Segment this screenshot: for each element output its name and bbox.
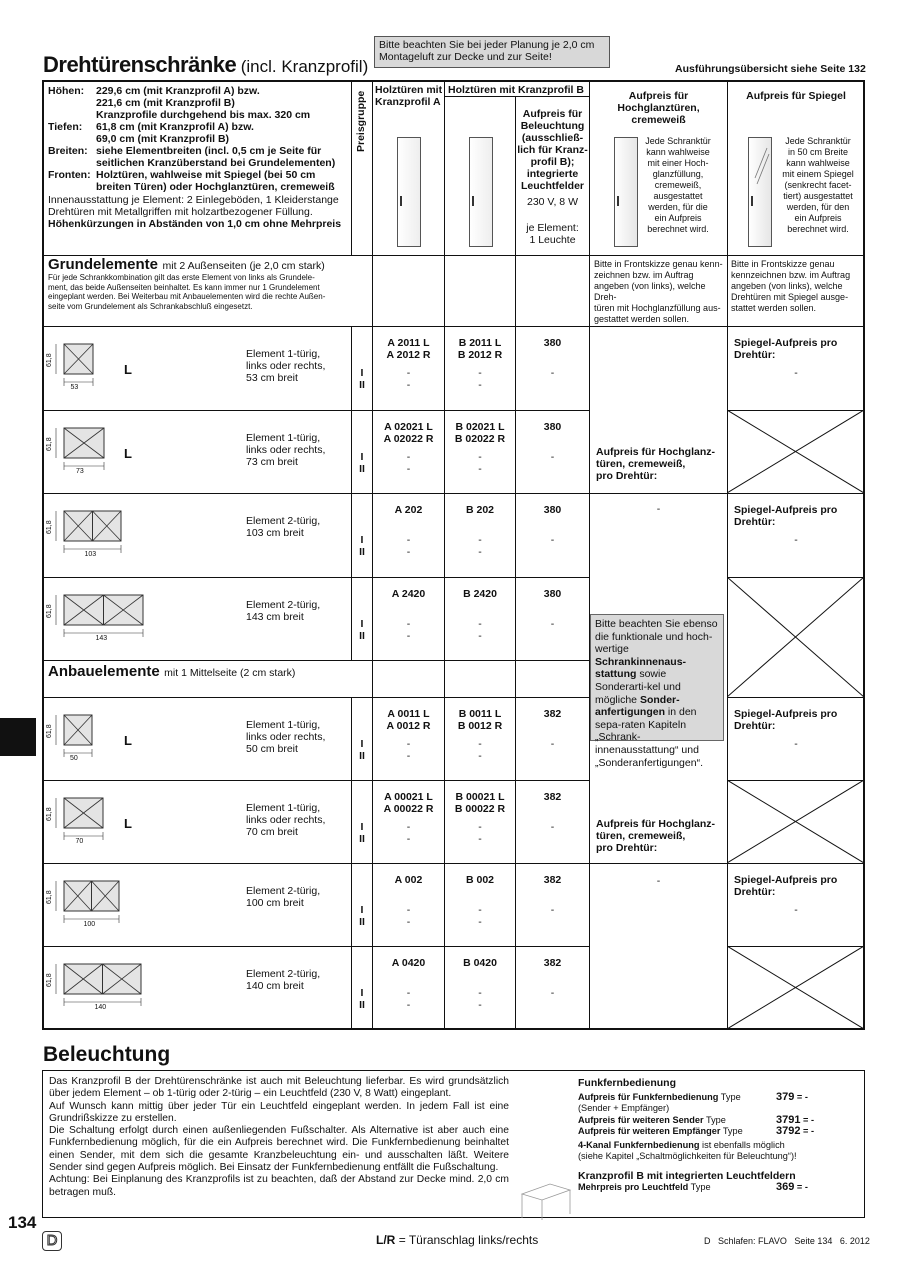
light-type: 380: [543, 337, 562, 349]
type-b: B 2011 L B 2012 R: [457, 337, 503, 361]
divider: [43, 410, 589, 411]
type-a: A 00021 L A 00022 R: [383, 791, 434, 815]
funk-block: Funkfernbedienung Aufpreis für Funkfernbedienung Type 379 = - (Sender + Empfänger) Aufpreis für weiteren Sender Type 3791 = - Aufpreis für weiteren Empfänger Type 3792 = - 4-Kanal Funkfernbedienung ist ebenfalls möglich (siehe Kapitel „Schaltmöglichkeiten für Beleuchtung“)! Kranzprofil B mit integrierten Leuchtfeldern Mehrpreis pro Leuchtfeld Type 369 = -: [578, 1077, 815, 1193]
spec-row: Höhen: 229,6 cm (mit Kranzprofil A) bzw. 221,6 cm (mit Kranzprofil B) Kranzprofile durchgehend bis max. 320 cm: [48, 85, 311, 121]
price-b: - -: [478, 821, 482, 845]
type-a: A 0011 L A 0012 R: [386, 708, 431, 732]
price-a: - -: [406, 987, 411, 1011]
inner-equipment: Innenausstattung je Element: 2 Einlegeböden, 1 Kleiderstange Drehtüren mit Metallgriffen mit holzartbezogener Füllung.: [48, 194, 339, 218]
price-a: - -: [406, 534, 411, 558]
light-type: 380: [543, 588, 562, 600]
type-a: A 2011 L A 2012 R: [386, 337, 431, 361]
price-b: - -: [478, 367, 482, 391]
divider: [43, 780, 589, 781]
element-desc: Element 1-türig, links oder rechts, 70 cm breit: [246, 802, 326, 838]
element-sketch: [46, 794, 125, 864]
width-dimension: 100: [83, 921, 96, 928]
spiegel-header: Aufpreis für Spiegel: [746, 90, 846, 102]
specs-block: [48, 85, 348, 230]
chapter-tab: [0, 718, 36, 756]
element-desc: Element 2-türig, 100 cm breit: [246, 885, 321, 909]
element-sketch: [46, 960, 163, 1030]
element-desc: Element 2-türig, 140 cm breit: [246, 968, 321, 992]
element-desc: Element 1-türig, links oder rechts, 53 cm breit: [246, 348, 326, 384]
mirror-icon: [749, 138, 771, 246]
spiegel-price-label: Spiegel-Aufpreis pro Drehtür:: [734, 337, 838, 361]
holz-a-header: Holztüren mit Kranzprofil A: [375, 84, 443, 108]
width-dimension: 103: [84, 551, 97, 558]
depth-dimension: 61,8: [46, 520, 53, 534]
light-price: -: [550, 367, 555, 379]
type-b: B 00021 L B 00022 R: [454, 791, 506, 815]
divider: [43, 863, 864, 864]
type-a: A 2420: [391, 588, 426, 600]
divider: [43, 697, 589, 698]
price-b: - -: [478, 987, 482, 1011]
holz-b-header: Holztüren mit Kranzprofil B: [448, 84, 584, 96]
type-b: B 2420: [463, 588, 497, 600]
price-group: I II: [359, 367, 365, 391]
depth-dimension: 61,8: [46, 973, 53, 987]
spiegel-price: -: [794, 904, 798, 916]
element-sketch: [46, 507, 143, 577]
light-price: -: [550, 451, 555, 463]
width-dimension: 140: [94, 1004, 107, 1011]
height-reduction: Höhenkürzungen in Abständen von 1,0 cm ohne Mehrpreis: [48, 218, 342, 230]
price-group: I II: [359, 618, 365, 642]
light-price: -: [550, 618, 555, 630]
spec-row: Breiten: siehe Elementbreiten (incl. 0,5 cm je Seite für seitlichen Kranzüberstand bei Grundelementen): [48, 145, 336, 169]
price-a: - -: [406, 618, 411, 642]
divider: [43, 577, 589, 578]
divider: [351, 81, 352, 255]
divider: [372, 81, 373, 255]
depth-dimension: 61,8: [46, 604, 53, 618]
divider: [372, 255, 373, 326]
spec-row: Fronten: Holztüren, wahlweise mit Spiegel (bei 50 cm breiten Türen) oder Hochglanztüren, cremeweiß: [48, 169, 335, 193]
hochglanz-price-label: Aufpreis für Hochglanz- türen, cremeweiß, pro Drehtür:: [596, 446, 716, 482]
price-group: I II: [359, 451, 365, 475]
depth-dimension: 61,8: [46, 437, 53, 451]
spiegel-price-label: Spiegel-Aufpreis pro Drehtür:: [734, 504, 838, 528]
depth-dimension: 61,8: [46, 890, 53, 904]
divider: [372, 660, 373, 697]
price-group: I II: [359, 534, 365, 558]
not-available-cell: [727, 780, 864, 863]
type-a: A 0420: [391, 957, 426, 969]
element-desc: Element 1-türig, links oder rechts, 50 cm breit: [246, 719, 326, 755]
width-dimension: 50: [70, 755, 78, 762]
price-b: - -: [478, 904, 482, 928]
light-type: 382: [543, 708, 562, 720]
light-price: -: [550, 904, 555, 916]
beleuchtung-text: Das Kranzprofil B der Drehtürenschränke ist auch mit Beleuchtung lieferbar. Es wird grundsätzlich über jedem Element – ob 1-türig oder 2-türig – ein Leuchtfeld (230 V, 8 Watt) eingeplant. Auf Wunsch kann mittig über jeder Tür ein Leuchtfeld eingeplant werden. In jedem Fall ist eine Grundrißskizze zu erstellen. Die Schaltung erfolgt durch einen außenliegenden Fußschalter. Als Alternative ist aber auch eine Funkfernbedienung möglich, für die ein Aufpreis berechnet wird. Die Funkfernbedienung beinhaltet einen Sender, mit dem sich die gesamte Kranzbeleuchtung ein- und ausschalten läßt. Weitere Sender sind gegen Aufpreis möglich. Bei Einsatz der Funkfernbedienung entfällt die Fußschaltung. Achtung: Bei Einplanung des Kranzprofils ist zu beachten, daß der Abstand zur Decke mind. 2,0 cm betragen muß.: [49, 1076, 509, 1198]
door-side-label: L: [124, 733, 132, 748]
not-available-cell: [727, 410, 864, 493]
grundelemente-desc: Für jede Schrankkombination gilt das erste Element von links als Grundele- ment, das beide Außenseiten beinhaltet. Es kann immer nur 1 Grundelement eingeplant werden. Bei Weiterbau mit Anbauelementen wird die rechte Außen- seite vom Grundelement als Schrankabschluß eingesetzt.: [48, 273, 326, 311]
price-group: I II: [359, 987, 365, 1011]
light-type: 380: [543, 421, 562, 433]
not-available-cell: [727, 577, 864, 697]
anbauelemente-heading: Anbauelemente mit 1 Mittelseite (2 cm stark): [48, 663, 296, 680]
light-type: 380: [543, 504, 562, 516]
page-title: Drehtürenschränke (incl. Kranzprofil): [43, 52, 369, 77]
door-illustration-a: [397, 137, 421, 247]
hochglanz-price-label: Aufpreis für Hochglanz- türen, cremeweiß, pro Drehtür:: [596, 818, 716, 854]
spiegel-price: -: [794, 738, 798, 750]
depth-dimension: 61,8: [46, 807, 53, 821]
depth-dimension: 61,8: [46, 353, 53, 367]
element-desc: Element 2-türig, 143 cm breit: [246, 599, 321, 623]
spiegel-price: -: [794, 534, 798, 546]
type-b: B 002: [465, 874, 495, 886]
element-desc: Element 1-türig, links oder rechts, 73 cm breit: [246, 432, 326, 468]
price-a: - -: [406, 904, 411, 928]
inner-equipment-note: Bitte beachten Sie ebenso die funktionale und hoch-wertige Schrankinnenaus-stattung sowie Sonderarti-kel und mögliche Sonder-anfertigungen in den sepa-raten Kapiteln „Schrank-innenausstattung“ und „Sonderanfertigungen“.: [590, 614, 724, 741]
divider: [43, 493, 864, 494]
light-price: -: [550, 534, 555, 546]
width-dimension: 73: [76, 468, 84, 475]
door-illustration-b: [469, 137, 493, 247]
light-type: 382: [543, 791, 562, 803]
hochglanz-price: -: [656, 503, 661, 515]
element-desc: Element 2-türig, 103 cm breit: [246, 515, 321, 539]
divider: [43, 326, 864, 327]
beleuchtung-volt: 230 V, 8 W: [527, 196, 578, 208]
divider: [727, 697, 864, 698]
preisgruppe-header: Preisgruppe: [355, 90, 367, 152]
type-b: B 0011 L B 0012 R: [457, 708, 503, 732]
page-number: 134: [8, 1213, 37, 1232]
price-group: I II: [359, 821, 365, 845]
price-group: I II: [359, 904, 365, 928]
price-b: - -: [478, 451, 482, 475]
lr-legend: L/R = Türanschlag links/rechts: [376, 1233, 539, 1247]
light-price: -: [550, 821, 555, 833]
light-type: 382: [543, 874, 562, 886]
beleuchtung-header: Aufpreis für Beleuchtung (ausschließ- lich für Kranz- profil B); integrierte Leuchtfelder: [517, 108, 588, 192]
not-available-cell: [727, 946, 864, 1029]
hochglanz-header: Aufpreis für Hochglanztüren, cremeweiß: [617, 90, 700, 126]
price-a: - -: [406, 821, 411, 845]
element-sketch: [46, 340, 115, 410]
spec-row: Tiefen: 61,8 cm (mit Kranzprofil A) bzw. 69,0 cm (mit Kranzprofil B): [48, 121, 254, 145]
element-sketch: [46, 424, 126, 494]
light-type: 382: [543, 957, 562, 969]
width-dimension: 70: [75, 838, 84, 845]
type-a: A 002: [394, 874, 423, 886]
light-price: -: [550, 738, 555, 750]
element-sketch: [46, 711, 114, 781]
spiegel-note: Bitte in Frontskizze genau kennzeichnen bzw. im Auftrag angeben (von links), welche Drehtüren mit Spiegel ausge- stattet werden sollen.: [731, 259, 851, 313]
door-side-label: L: [124, 446, 132, 461]
price-a: - -: [406, 451, 411, 475]
spiegel-price-label: Spiegel-Aufpreis pro Drehtür:: [734, 874, 838, 898]
grundelemente-heading: Grundelemente mit 2 Außenseiten (je 2,0 cm stark): [48, 256, 325, 273]
price-a: - -: [406, 738, 411, 762]
spiegel-price-label: Spiegel-Aufpreis pro Drehtür:: [734, 708, 838, 732]
depth-dimension: 61,8: [46, 724, 53, 738]
type-a: A 02021 L A 02022 R: [383, 421, 434, 445]
door-side-label: L: [124, 362, 132, 377]
price-b: - -: [478, 534, 482, 558]
price-group: I II: [359, 738, 365, 762]
divider: [727, 81, 728, 1029]
beleuchtung-element: je Element: 1 Leuchte: [526, 222, 579, 246]
width-dimension: 143: [95, 635, 108, 642]
hochglanz-desc: Jede Schranktür kann wahlweise mit einer Hoch- glanzfüllung, cremeweiß, ausgestattet werden, für die ein Aufpreis berechnet wird.: [645, 136, 711, 234]
type-b: B 202: [465, 504, 495, 516]
footer-info: D Schlafen: FLAVO Seite 134 6. 2012: [704, 1236, 870, 1246]
hochglanz-price: -: [656, 875, 661, 887]
type-b: B 0420: [463, 957, 497, 969]
planning-note: Bitte beachten Sie bei jeder Planung je 2,0 cm Montageluft zur Decke und zur Seite!: [374, 36, 610, 68]
spiegel-price: -: [794, 367, 798, 379]
width-dimension: 53: [70, 384, 79, 391]
price-a: - -: [406, 367, 411, 391]
light-price: -: [550, 987, 555, 999]
divider: [444, 96, 589, 97]
type-a: A 202: [394, 504, 423, 516]
element-sketch: [46, 591, 165, 661]
door-illustration-hochglanz: [614, 137, 638, 247]
hochglanz-note: Bitte in Frontskizze genau kenn- zeichnen bzw. im Auftrag angeben (von links), welche Dreh- türen mit Hochglanzfüllung aus- gestattet werden sollen.: [594, 259, 723, 324]
overview-reference: Ausführungsübersicht siehe Seite 132: [675, 63, 866, 75]
element-sketch: [46, 877, 141, 947]
door-illustration-spiegel: [748, 137, 772, 247]
price-b: - -: [478, 618, 482, 642]
spiegel-desc: Jede Schranktür in 50 cm Breite kann wahlweise mit einem Spiegel (senkrecht facet- tiert) ausgestattet werden, für den ein Aufpreis berechnet wird.: [782, 136, 854, 234]
kranzprofil-icon: [520, 1180, 572, 1220]
price-b: - -: [478, 738, 482, 762]
language-badge: D: [42, 1231, 62, 1251]
door-side-label: L: [124, 816, 132, 831]
type-b: B 02021 L B 02022 R: [454, 421, 506, 445]
beleuchtung-title: Beleuchtung: [43, 1043, 171, 1066]
